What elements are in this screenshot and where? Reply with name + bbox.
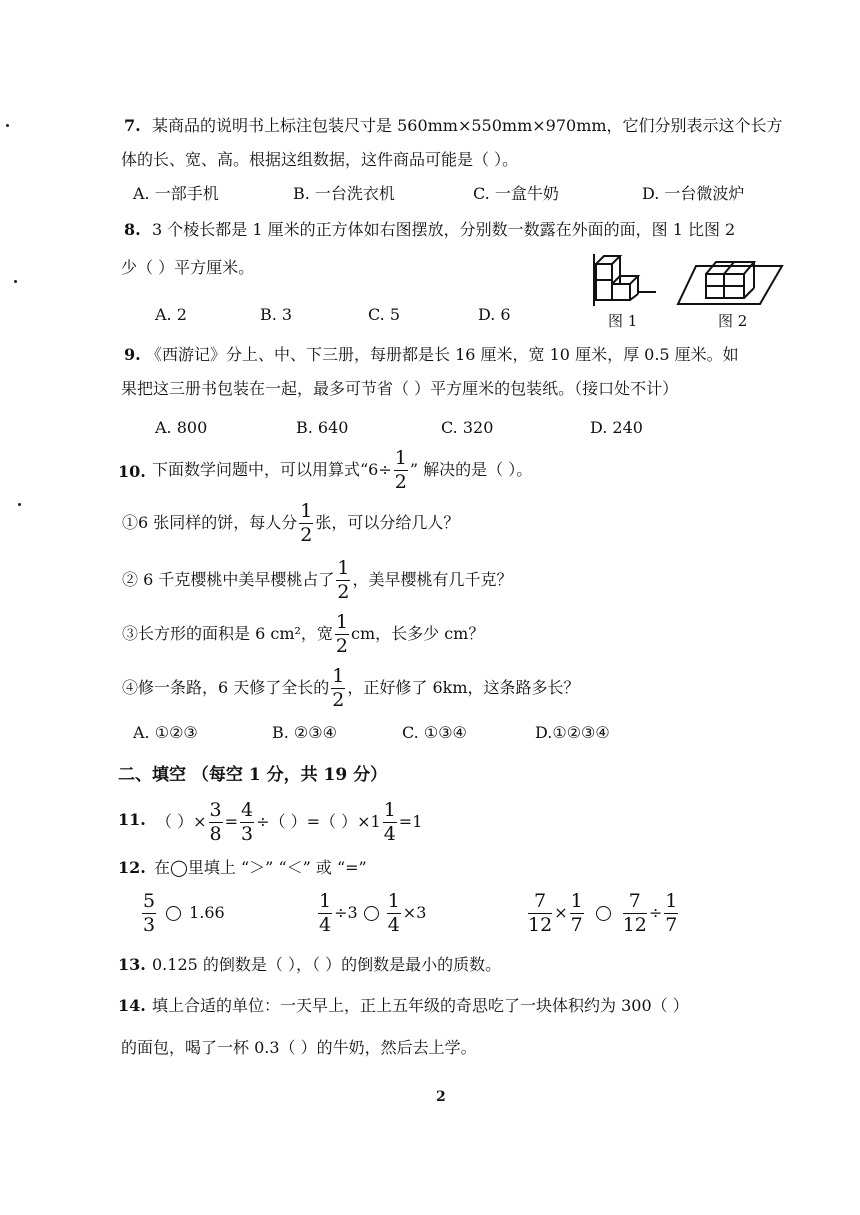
- q13-text: 0.125 的倒数是（ ），（ ）的倒数是最小的质数。: [152, 955, 502, 974]
- q12-c2-fraction-1: [318, 889, 332, 936]
- q12-compare-3: [526, 888, 680, 938]
- q11-number: 11.: [118, 810, 146, 829]
- q11-part-2: ÷（ ）=（ ）×: [256, 812, 371, 831]
- fraction-numerator: 1: [570, 889, 583, 912]
- scan-speck: [18, 503, 21, 506]
- q10-item-2-a: ② 6 千克樱桃中美早樱桃占了: [122, 570, 335, 589]
- q11-expression: [156, 794, 422, 850]
- q8-stem-line2: 少（ ）平方厘米。: [121, 258, 255, 277]
- q12-c2-op2: ×3: [402, 903, 427, 922]
- q8-option-c: C. 5: [368, 305, 401, 324]
- q8-option-a: A. 2: [155, 305, 187, 324]
- q7-stem-line2: 体的长、宽、高。根据这组数据，这件商品可能是（ ）。: [121, 150, 519, 169]
- q10-item-2: [122, 556, 512, 604]
- q10-item-4-a: ④修一条路，6 天修了全长的: [122, 678, 330, 697]
- fraction-numerator: 3: [209, 798, 222, 821]
- fraction-denominator: 2: [300, 523, 313, 546]
- q11-end: =1: [398, 812, 423, 831]
- q12-c3-op2: ÷: [648, 903, 663, 922]
- fig1-caption: 图 1: [608, 312, 638, 330]
- q10-option-d: D.①②③④: [535, 723, 610, 742]
- fraction-numerator: 7: [623, 892, 647, 914]
- fraction-denominator: 2: [335, 634, 348, 657]
- q11-fraction-3: [383, 798, 397, 845]
- fraction-denominator: 7: [570, 913, 583, 936]
- q10-item-1-a: ①6 张同样的饼，每人分: [122, 513, 298, 532]
- q12-c1-fraction: [142, 889, 156, 936]
- q12-stem: 在◯里填上 “＞” “＜” 或 “=”: [154, 858, 367, 877]
- q14-number: 14.: [118, 996, 146, 1015]
- q12-c3-fraction-4: [664, 889, 678, 936]
- fraction-denominator: 12: [528, 913, 553, 936]
- compare-circle-1[interactable]: [166, 906, 181, 921]
- q12-c3-fraction-3: [622, 889, 647, 936]
- q10-option-c: C. ①③④: [402, 723, 467, 742]
- scan-speck: [14, 280, 17, 283]
- q14-line2: 的面包，喝了一杯 0.3（ ）的牛奶，然后去上学。: [121, 1038, 477, 1057]
- fraction-denominator: 7: [665, 913, 678, 936]
- q12-c2-fraction-2: [387, 889, 401, 936]
- compare-circle-3[interactable]: [596, 906, 611, 921]
- q11-part-1: （ ）×: [156, 812, 207, 831]
- fraction-numerator: 1: [665, 889, 678, 912]
- q10-number: 10.: [118, 462, 146, 481]
- fraction-denominator: 2: [337, 580, 350, 603]
- fraction-numerator: 1: [383, 798, 396, 821]
- q10-item-1-fraction: [299, 499, 313, 546]
- q12-c3-op1: ×: [554, 903, 568, 922]
- fraction-denominator: 12: [622, 913, 647, 936]
- q8-number: 8.: [124, 220, 141, 239]
- q7-option-a: A. 一部手机: [133, 184, 219, 203]
- q12-c1-rhs: 1.66: [189, 903, 225, 922]
- q7-stem-line1: 某商品的说明书上标注包装尺寸是 560mm×550mm×970mm，它们分别表示这个长方: [152, 116, 783, 135]
- q10-item-4-fraction: [331, 664, 345, 711]
- cube-figure-2: [676, 254, 788, 310]
- fraction-denominator: 3: [143, 913, 156, 936]
- q11-fraction-2: [240, 798, 254, 845]
- q8-option-b: B. 3: [260, 305, 293, 324]
- fraction-numerator: 1: [394, 446, 407, 469]
- q10-item-2-b: ，美早樱桃有几千克？: [352, 570, 513, 589]
- page-number: 2: [436, 1089, 446, 1105]
- q10-item-3-a: ③长方形的面积是 6 cm²，宽: [122, 624, 333, 643]
- q12-c3-fraction-1: [528, 889, 553, 936]
- q11-fraction-1: [209, 798, 223, 845]
- q10-fraction: [394, 446, 408, 493]
- fraction-denominator: 4: [387, 913, 400, 936]
- mixed-whole: 1: [370, 812, 381, 831]
- q9-option-c: C. 320: [441, 418, 494, 437]
- q10-stem-a: 下面数学问题中，可以用算式“6÷: [152, 460, 392, 479]
- q10-item-4-b: ，正好修了 6km，这条路多长？: [347, 678, 580, 697]
- fraction-denominator: 8: [209, 822, 222, 845]
- fraction-denominator: 4: [383, 822, 396, 845]
- q9-number: 9.: [124, 345, 141, 364]
- fraction-denominator: 2: [394, 470, 407, 493]
- q12-compare-2: [316, 888, 426, 938]
- q8-option-d: D. 6: [478, 305, 511, 324]
- q10-item-3-b: cm，长多少 cm？: [351, 624, 485, 643]
- q10-item-4: [122, 664, 580, 712]
- scan-speck: [6, 124, 9, 127]
- q11-equals: =: [224, 812, 238, 831]
- q7-option-b: B. 一台洗衣机: [293, 184, 395, 203]
- q12-c3-fraction-2: [570, 889, 584, 936]
- q12-compare-1: [140, 888, 225, 938]
- q9-stem-line1: 《西游记》分上、中、下三册，每册都是长 16 厘米，宽 10 厘米，厚 0.5 厘米。如: [146, 345, 739, 364]
- q9-option-a: A. 800: [155, 418, 208, 437]
- fraction-numerator: 1: [332, 664, 345, 687]
- fraction-numerator: 5: [143, 889, 156, 912]
- q9-option-d: D. 240: [590, 418, 643, 437]
- q10-item-1-b: 张，可以分给几人？: [315, 513, 460, 532]
- compare-circle-2[interactable]: [364, 906, 379, 921]
- fraction-numerator: 1: [319, 889, 332, 912]
- q12-c2-op1: ÷3: [334, 903, 358, 922]
- section-2-heading: 二、填空 （每空 1 分，共 19 分）: [118, 765, 388, 785]
- q10-item-1: [122, 499, 459, 547]
- q9-stem-line2: 果把这三册书包装在一起，最多可节省（ ）平方厘米的包装纸。（接口处不计）: [121, 379, 679, 398]
- q10-item-3: [122, 610, 484, 658]
- q7-number: 7.: [124, 116, 141, 135]
- fraction-numerator: 1: [300, 499, 313, 522]
- q7-option-d: D. 一台微波炉: [642, 184, 745, 203]
- q13-number: 13.: [118, 955, 146, 974]
- q9-option-b: B. 640: [296, 418, 349, 437]
- q10-stem-b: ” 解决的是（ ）。: [409, 460, 533, 479]
- q10-option-a: A. ①②③: [133, 723, 198, 742]
- q10-stem: [152, 446, 532, 494]
- q8-stem-line1: 3 个棱长都是 1 厘米的正方体如右图摆放，分别数一数露在外面的面，图 1 比图 2: [152, 220, 736, 239]
- fraction-denominator: 2: [332, 688, 345, 711]
- fraction-numerator: 1: [337, 556, 350, 579]
- q12-number: 12.: [118, 858, 146, 877]
- q11-mixed-number: [370, 798, 399, 845]
- q7-option-c: C. 一盒牛奶: [473, 184, 559, 203]
- q10-item-2-fraction: [336, 556, 350, 603]
- fraction-denominator: 4: [319, 913, 332, 936]
- fraction-numerator: 1: [387, 889, 400, 912]
- q14-line1: 填上合适的单位：一天早上，正上五年级的奇思吃了一块体积约为 300（ ）: [152, 996, 689, 1015]
- cube-figure-1: [590, 250, 662, 310]
- fraction-denominator: 3: [241, 822, 254, 845]
- q10-item-3-fraction: [335, 610, 349, 657]
- fraction-numerator: 1: [335, 610, 348, 633]
- q10-option-b: B. ②③④: [272, 723, 337, 742]
- fraction-numerator: 4: [241, 798, 254, 821]
- fig2-caption: 图 2: [718, 312, 748, 330]
- fraction-numerator: 7: [528, 892, 552, 914]
